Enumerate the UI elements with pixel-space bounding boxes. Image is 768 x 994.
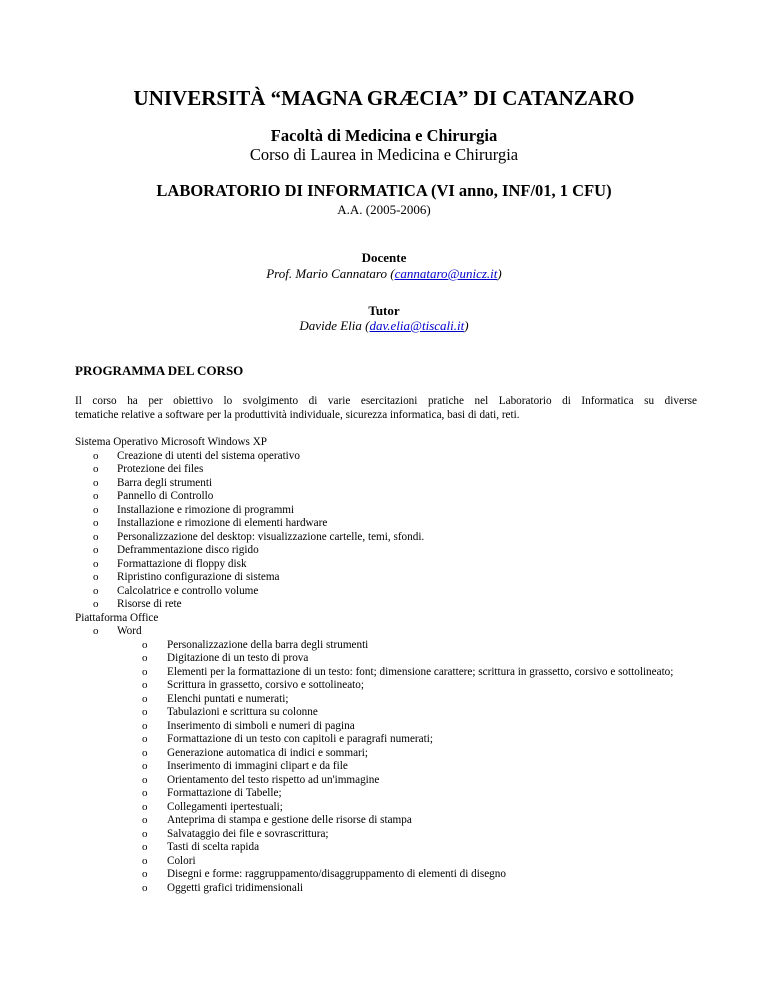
list-item [75,720,715,734]
list-item [75,828,715,842]
program-list [75,436,715,895]
list-item-text: Collegamenti ipertestuali; [167,800,283,813]
list-item-text: Installazione e rimozione di programmi [117,503,295,516]
list-item [75,733,715,747]
list-item [75,571,715,585]
list-item-text: Deframmentazione disco rigido [117,544,259,556]
list-item-text: Tabulazioni e scrittura su colonne [167,706,318,718]
bullet-icon: o [142,760,148,772]
list-item [75,855,715,869]
tutor-name-text: Davide Elia ( [299,318,370,333]
list-item [75,531,715,545]
bullet-icon: o [142,787,148,799]
program-intro-line: Il corso ha per obiettivo lo svolgimento di varie esercitazioni pratiche nel Laboratorio di Informatica su diverse [75,395,697,407]
tutor-name [0,318,768,334]
bullet-icon: o [93,517,99,529]
list-item [75,787,715,801]
bullet-icon: o [93,544,99,556]
list-item-text: Creazione di utenti del sistema operativo [117,449,300,462]
list-item [75,706,715,720]
bullet-icon: o [142,881,148,894]
tutor-email-link[interactable]: dav.elia@tiscali.it [369,318,465,333]
bullet-icon: o [142,692,148,705]
bullet-icon: o [142,800,148,813]
program-intro-line: tematiche relative a software per la produttività individuale, sicurezza informatica, basi di dati, reti. [75,409,520,421]
university-title: UNIVERSITÀ “MAGNA GRÆCIA” DI CATANZARO [133,86,635,110]
list-item-text: Tasti di scelta rapida [167,841,260,853]
bullet-icon: o [142,746,148,759]
bullet-icon: o [142,854,148,867]
section-title: Sistema Operativo Microsoft Windows XP [75,436,268,448]
bullet-icon: o [93,463,99,475]
list-item-text: Ripristino configurazione di sistema [117,571,280,583]
tutor-heading: Tutor [368,303,400,318]
bullet-icon: o [142,679,148,691]
list-item-text: Oggetti grafici tridimensionali [167,881,304,894]
list-item [75,625,715,639]
list-item-text: Installazione e rimozione di elementi hardware [117,517,328,529]
section-title: Piattaforma Office [75,611,159,624]
list-item-text: Digitazione di un testo di prova [167,652,309,664]
list-item-text: Risorse di rete [117,598,182,610]
list-item-text: Disegni e forme: raggruppamento/disaggruppamento di elementi di disegno [167,868,506,880]
list-item-text: Formattazione di floppy disk [117,557,247,570]
list-item-text: Barra degli strumenti [117,476,213,489]
list-item-text: Personalizzazione del desktop: visualizzazione cartelle, temi, sfondi. [117,530,425,543]
list-item [75,450,715,464]
list-item [75,814,715,828]
list-item-text: Formattazione di un testo con capitoli e paragrafi numerati; [167,733,433,745]
list-item [75,517,715,531]
list-item-text: Inserimento di immagini clipart e da file [167,760,348,772]
bullet-icon: o [142,773,148,786]
list-item [75,639,715,653]
list-item-text: Generazione automatica di indici e sommari; [167,746,368,759]
bullet-icon: o [93,584,99,597]
faculty-name: Facoltà di Medicina e Chirurgia [270,126,498,145]
list-item [75,693,715,707]
docente-name [0,266,768,282]
tutor-name-suffix: ) [464,318,469,333]
list-item [75,801,715,815]
list-item [75,666,715,680]
bullet-icon: o [93,557,99,570]
degree-course: Corso di Laurea in Medicina e Chirurgia [249,145,519,164]
bullet-icon: o [93,503,99,516]
list-item [75,760,715,774]
list-item [75,598,715,612]
bullet-icon: o [142,652,148,664]
list-item [75,463,715,477]
list-item [75,868,715,882]
list-item-text: Salvataggio dei file e sovrascrittura; [167,827,329,840]
list-item [75,841,715,855]
bullet-icon: o [142,868,148,880]
bullet-icon: o [142,841,148,853]
list-item-text: Colori [167,854,196,867]
list-item [75,544,715,558]
bullet-icon: o [93,449,99,462]
bullet-icon: o [93,571,99,583]
bullet-icon: o [93,530,99,543]
list-item [75,747,715,761]
program-intro [75,394,697,422]
list-item-text: Personalizzazione della barra degli strumenti [167,638,369,651]
list-item-text: Inserimento di simboli e numeri di pagina [167,719,355,732]
list-item-text: Elementi per la formattazione di un testo: font; dimensione carattere; scrittura in grassetto, corsivo e sottolineato; [167,665,674,678]
list-item [75,490,715,504]
bullet-icon: o [93,476,99,489]
bullet-icon: o [142,733,148,745]
list-item [75,882,715,896]
bullet-icon: o [142,706,148,718]
list-item [75,504,715,518]
list-item-text: Scrittura in grassetto, corsivo e sottolineato; [167,679,364,691]
list-item-text: Formattazione di Tabelle; [167,787,282,799]
bullet-icon: o [93,625,99,637]
list-item [75,558,715,572]
list-item-text: Orientamento del testo rispetto ad un'immagine [167,773,380,786]
bullet-icon: o [142,827,148,840]
program-heading: PROGRAMMA DEL CORSO [75,363,244,378]
bullet-icon: o [142,665,148,678]
bullet-icon: o [142,638,148,651]
lab-title: LABORATORIO DI INFORMATICA (VI anno, INF/01, 1 CFU) [156,181,612,200]
list-item [75,774,715,788]
list-item-text: Elenchi puntati e numerati; [167,692,289,705]
docente-name-suffix: ) [497,266,502,281]
docente-name-text: Prof. Mario Cannataro ( [266,266,395,281]
list-item [75,652,715,666]
list-item-text: Pannello di Controllo [117,490,214,502]
list-item-text: Anteprima di stampa e gestione delle risorse di stampa [167,814,412,826]
list-item-text: Word [117,625,142,637]
docente-heading: Docente [361,250,407,265]
list-item [75,679,715,693]
bullet-icon: o [93,598,99,610]
bullet-icon: o [142,814,148,826]
academic-year: A.A. (2005-2006) [337,202,431,217]
list-item [75,585,715,599]
docente-email-link[interactable]: cannataro@unicz.it [394,266,498,281]
list-item [75,477,715,491]
bullet-icon: o [142,719,148,732]
list-item-text: Calcolatrice e controllo volume [117,584,259,597]
bullet-icon: o [93,490,99,502]
list-item-text: Protezione dei files [117,463,204,475]
